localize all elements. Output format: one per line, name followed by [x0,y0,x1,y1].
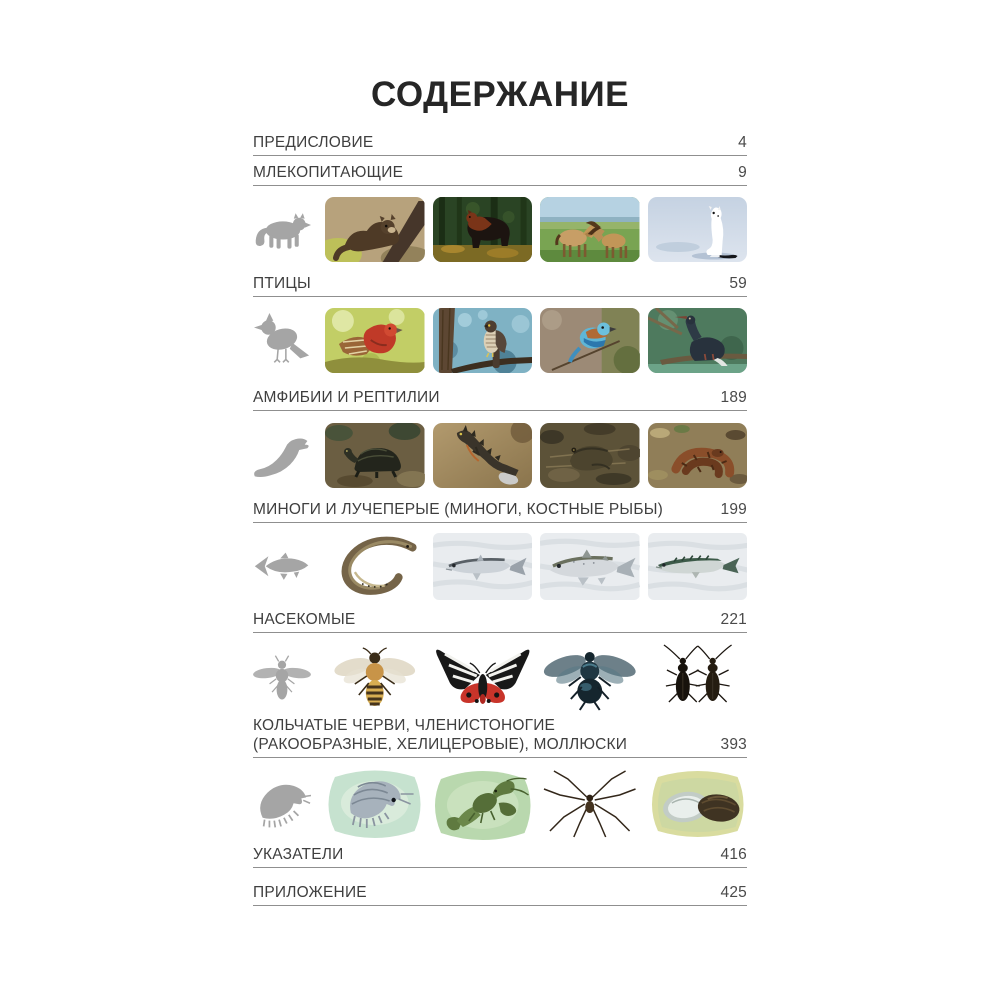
amphipod-silhouette-icon [253,781,311,829]
photo-tiger-moth [433,643,533,713]
photo-przewalski-horses [540,197,640,262]
toc-entry-label: ПРЕДИСЛОВИЕ [253,134,374,151]
toc-entry-page-number: 199 [720,501,747,518]
toc-entry-page-number: 416 [720,846,747,863]
toc-entry-page-number: 59 [729,275,747,292]
toc-entry-label: КОЛЬЧАТЫЕ ЧЕРВИ, ЧЛЕНИСТОНОГИЕ (РАКООБРАЗНЫЕ, ХЕЛИЦЕРОВЫЕ), МОЛЛЮСКИ [253,717,628,753]
photo-carpenter-bee [540,643,640,713]
toc-entry-amphibians [253,388,747,411]
toc-entry-label: МЛЕКОПИТАЮЩИЕ [253,164,404,181]
toc-entry-mammals [253,163,747,186]
fish-silhouette-icon [253,549,311,583]
insects-photo-strip [253,643,747,713]
photo-coiled-snake [648,423,748,488]
toc-entry-page-number: 9 [738,164,747,181]
toc-entry-page-number: 4 [738,134,747,151]
birds-photo-strip [253,308,747,373]
fishes-photo-strip [253,533,747,600]
photo-row [325,423,747,488]
toc-entry-page-number: 189 [720,389,747,406]
photo-pine-marten [325,197,425,262]
photo-row [325,197,747,262]
photo-pond-turtle [325,423,425,488]
fish-silhouette-icon [253,533,311,600]
crested-lark-silhouette-icon [253,308,311,373]
amphibians-photo-strip [253,423,747,488]
photo-row [325,308,747,373]
marten-silhouette-icon [253,206,311,253]
photo-black-stork [648,308,748,373]
toc-entry-label: ПТИЦЫ [253,275,311,292]
photo-crested-newt [433,423,533,488]
toc-entry-insects [253,610,747,633]
marten-silhouette-icon [253,197,311,262]
photo-ermine [648,197,748,262]
amphipod-silhouette-icon [253,769,311,841]
toc-entry-label: ПРИЛОЖЕНИЕ [253,884,367,901]
newt-silhouette-icon [253,431,311,480]
photo-crayfish-drawing [433,769,533,841]
crested-lark-silhouette-icon [253,313,311,367]
newt-silhouette-icon [253,423,311,488]
toc-entry-indexes [253,845,747,868]
photo-sparrowhawk [433,308,533,373]
toc-entry-birds [253,274,747,297]
photo-smelt [433,533,533,600]
toc-entry-invertebrates [253,716,747,758]
mammals-photo-strip [253,197,747,262]
toc-entry-page-number: 425 [720,884,747,901]
invertebrates-photo-strip [253,769,747,841]
table-of-contents [253,0,747,906]
fly-silhouette-icon [253,654,311,702]
toc-entry-label: АМФИБИИ И РЕПТИЛИИ [253,389,440,406]
page-title: СОДЕРЖАНИЕ [370,75,629,114]
photo-camouflaged-frog [540,423,640,488]
photo-salmon [540,533,640,600]
photo-row [325,533,747,600]
photo-mussel-shells [648,769,748,841]
photo-longhorn-beetles [648,643,748,713]
fly-silhouette-icon [253,643,311,713]
photo-mackerel [648,533,748,600]
toc-entry-label: НАСЕКОМЫЕ [253,611,356,628]
photo-lamprey [325,533,425,600]
toc-entry-label: УКАЗАТЕЛИ [253,846,344,863]
photo-rosefinches [325,308,425,373]
photo-roller [540,308,640,373]
toc-entry-label: МИНОГИ И ЛУЧЕПЕРЫЕ (МИНОГИ, КОСТНЫЕ РЫБЫ) [253,501,664,518]
photo-row [325,769,747,841]
photo-row [325,643,747,713]
toc-entry-preface [253,133,747,156]
toc-entry-page-number: 393 [720,736,747,753]
photo-amphipod-drawing [325,769,425,841]
toc-entry-appendix [253,883,747,906]
photo-brown-bear [433,197,533,262]
toc-entry-fishes [253,500,747,523]
toc-entry-page-number: 221 [720,611,747,628]
photo-bee [325,643,425,713]
photo-harvestman-spider [540,769,640,841]
